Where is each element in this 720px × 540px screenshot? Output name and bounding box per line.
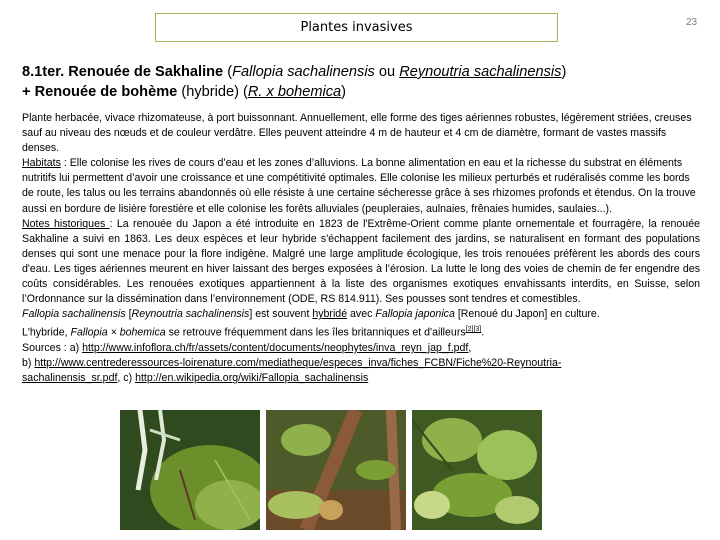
title-latin-link[interactable]: Reynoutria sachalinensis (399, 64, 562, 80)
title-text: ) (561, 64, 567, 80)
photo-stems (266, 410, 406, 530)
photo-flowers-leaves (120, 410, 260, 530)
title-hybrid-latin-link[interactable]: R. x bohemica (247, 84, 342, 100)
photo-strip (120, 410, 542, 530)
source-link-c[interactable]: http://en.wikipedia.org/wiki/Fallopia_sachalinensis (135, 372, 369, 385)
latin-name: Fallopia × bohemica (70, 326, 166, 339)
photo-plant-mass (412, 410, 542, 530)
text: ] est souvent (249, 308, 313, 321)
text: b) (22, 357, 35, 370)
page-number: 23 (686, 17, 698, 28)
text: [ (125, 308, 132, 321)
sources-line-c (22, 371, 700, 386)
historique-label: Notes historiques (22, 217, 110, 230)
source-link-b-end[interactable]: sachalinensis_sr.pdf (22, 372, 118, 385)
species-title (22, 62, 712, 102)
hybrid2-paragraph (22, 322, 700, 341)
intro-paragraph: Plante herbacée, vivace rhizomateuse, à port buissonnant. Annuellement, elle forme des tiges aériennes robustes, légèrement striées, creuses sauf au niveau des nœuds et de couleur verdâtre. Elles peuvent atteindre 4 m de hauteur et 4 cm de diamètre, formant de vastes massifs denses. (22, 112, 692, 155)
reference-link-2[interactable]: [2] (465, 326, 474, 334)
reference-link-3[interactable]: [3] (473, 326, 482, 334)
source-link-b[interactable]: http://www.centrederessources-loirenature.com/mediatheque/especes_inva/fiches_FCBN/Fiche%20-Reynoutria- (34, 357, 562, 370)
text: , c) (117, 372, 136, 385)
hybride-link[interactable]: hybridé (312, 308, 348, 321)
text: . (481, 326, 485, 339)
title-latin-name: Fallopia sachalinensis (232, 64, 375, 80)
title-text: ou (374, 64, 400, 80)
habitats-label: Habitats (22, 157, 61, 170)
sources-line-b (22, 356, 700, 371)
habitats-text: : Elle colonise les rives de cours d’eau et les zones d’alluvions. La bonne alimentation en eau et la richesse du substrat en éléments nutritifs lui permettent d’avoir une croissance et une compétitivité optimales. Elle colonise les milieux perturbés et rudéralisés comme les bords de route, les talus ou les terrains abandonnés où elle résiste à une certaine sécheresse grâce à ses rhizomes profonds et étendus. On la trouve aussi en bordure de lisière forestière et elle colonise les forêts alluviales (peupleraies, aulnaies, frênaies humides, saulaies...). (22, 157, 696, 215)
title-text: ) (341, 84, 347, 100)
text: , (468, 341, 472, 354)
title-hybrid-name: + Renouée de bohème (22, 84, 178, 100)
latin-name: Fallopia japonica (375, 308, 455, 321)
historique-paragraph (22, 217, 700, 308)
latin-name: Reynoutria sachalinensis (131, 308, 250, 321)
text: avec (347, 308, 376, 321)
latin-name: Fallopia sachalinensis (22, 308, 126, 321)
header-title-box (155, 13, 558, 42)
title-line-1 (22, 62, 712, 82)
title-common-name: 8.1ter. Renouée de Sakhaline (22, 64, 224, 80)
text: [Renoué du Japon] en culture. (454, 308, 600, 321)
title-text: ( (223, 64, 233, 80)
historique-text: : La renouée du Japon a été introduite en 1823 de l'Extrême-Orient comme plante ornementale et fourragère, la renouée Sakhaline a suivi en 1863. Les deux espèces et leur hybride s'échappent facilement des jardins, se naturalisent en formant des populations denses qui sont une menace pour la flore indigène. Malgré une large amplitude écologique, les trois renouées préfèrent les abords des cours d'eau. Les tiges aériennes meurent en hiver laissant des berges exposées à l’érosion. La lutte le long des voies de chemin de fer engendre des coûts considérables. Les renouées exotiques appartiennent à la liste des organismes exotiques envahissants interdits, en Suisse, selon l’Ordonnance sur la dissémination dans l’environnement (ODE, RS 814.911). Ses pousses sont tendres et comestibles. (22, 217, 700, 306)
habitats-paragraph (22, 156, 700, 216)
sources-line-a (22, 341, 700, 356)
sources-label: Sources : a) (22, 341, 83, 354)
header-title: Plantes invasives (300, 20, 413, 35)
source-link-a[interactable]: http://www.infoflora.ch/fr/assets/content/documents/neophytes/inva_reyn_jap_f.pdf (82, 341, 469, 354)
hybrid-paragraph (22, 307, 700, 322)
title-text: (hybride) ( (177, 84, 248, 100)
text: se retrouve fréquemment dans les îles britanniques et d'ailleurs (165, 326, 466, 339)
text: L'hybride, (22, 326, 71, 339)
title-line-2 (22, 82, 712, 102)
species-description (22, 111, 700, 386)
